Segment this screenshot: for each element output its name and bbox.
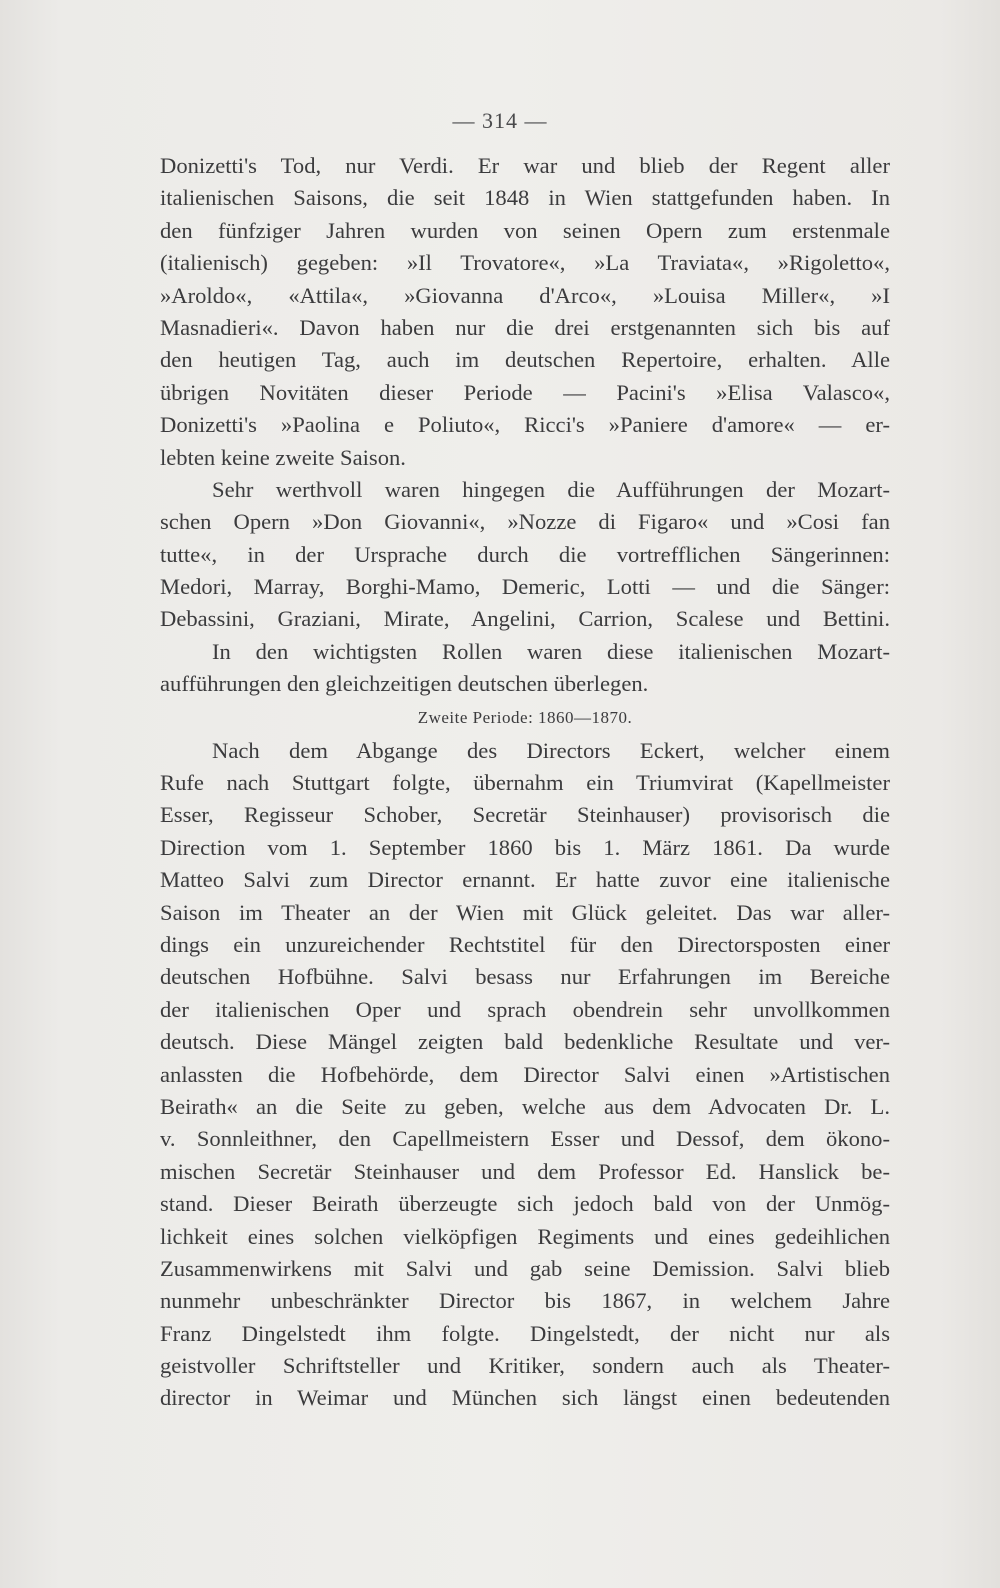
text-line: italienischen Saisons, die seit 1848 in Wien stattgefunden haben. In <box>160 185 890 211</box>
text-line: stand. Dieser Beirath überzeugte sich jedoch bald von der Unmög- <box>160 1191 890 1217</box>
text-line: aufführungen den gleichzeitigen deutschen überlegen. <box>160 671 649 697</box>
text-line: lebten keine zweite Saison. <box>160 444 406 470</box>
text-line: geistvoller Schriftsteller und Kritiker, sondern auch als Theater- <box>160 1353 890 1379</box>
text-line: Zusammenwirkens mit Salvi und gab seine Demission. Salvi blieb <box>160 1255 890 1281</box>
text-line: Debassini, Graziani, Mirate, Angelini, Carrion, Scalese und Bettini. <box>160 606 890 632</box>
text-line: Matteo Salvi zum Director ernannt. Er hatte zuvor eine italienische <box>160 867 890 893</box>
text-line: mischen Secretär Steinhauser und dem Professor Ed. Hanslick be- <box>160 1158 890 1184</box>
paragraph-start-line: Sehr werthvoll waren hingegen die Aufführungen der Mozart- <box>212 476 890 502</box>
body-text <box>160 150 890 1415</box>
text-line: director in Weimar und München sich längst einen bedeutenden <box>160 1385 890 1411</box>
text-line: deutsch. Diese Mängel zeigten bald bedenkliche Resultate und ver- <box>160 1029 890 1055</box>
text-line: übrigen Novitäten dieser Periode — Pacini's »Elisa Valasco«, <box>160 379 890 405</box>
text-line: nunmehr unbeschränkter Director bis 1867, in welchem Jahre <box>160 1288 890 1314</box>
text-line: Direction vom 1. September 1860 bis 1. März 1861. Da wurde <box>160 834 890 860</box>
text-line: den heutigen Tag, auch im deutschen Repertoire, erhalten. Alle <box>160 347 890 373</box>
text-line: schen Opern »Don Giovanni«, »Nozze di Figaro« und »Cosi fan <box>160 509 890 535</box>
text-line: Esser, Regisseur Schober, Secretär Steinhauser) provisorisch die <box>160 802 890 828</box>
text-line: In den wichtigsten Rollen waren diese italienischen Mozart- <box>212 638 890 664</box>
text-line: Saison im Theater an der Wien mit Glück geleitet. Das war aller- <box>160 899 890 925</box>
text-line: Donizetti's Tod, nur Verdi. Er war und blieb der Regent aller <box>160 153 890 178</box>
text-line: tutte«, in der Ursprache durch die vortrefflichen Sängerinnen: <box>160 541 890 567</box>
text-line: den fünfziger Jahren wurden von seinen Opern zum erstenmale <box>160 217 890 243</box>
page-number: — 314 — <box>452 108 548 133</box>
text-line: Beirath« an die Seite zu geben, welche aus dem Advocaten Dr. L. <box>160 1093 890 1119</box>
text-line: Medori, Marray, Borghi-Mamo, Demeric, Lotti — und die Sänger: <box>160 574 890 600</box>
section-heading: Zweite Periode: 1860—1870. <box>417 707 633 727</box>
text-line: der italienischen Oper und sprach obendrein sehr unvollkommen <box>160 996 890 1022</box>
text-line: Masnadieri«. Davon haben nur die drei erstgenannten sich bis auf <box>160 314 890 340</box>
text-line: lichkeit eines solchen vielköpfigen Regiments und eines gedeihlichen <box>160 1223 890 1249</box>
text-line: Donizetti's »Paolina e Poliuto«, Ricci's »Paniere d'amore« — er- <box>160 412 890 438</box>
text-line: deutschen Hofbühne. Salvi besass nur Erfahrungen im Bereiche <box>160 964 890 990</box>
paragraph-start-line: Nach dem Abgange des Directors Eckert, welcher einem <box>212 737 890 763</box>
text-line: v. Sonnleithner, den Capellmeistern Esser und Dessof, dem ökono- <box>160 1126 890 1152</box>
text-line: anlassten die Hofbehörde, dem Director Salvi einen »Artistischen <box>160 1061 890 1087</box>
text-line: dings ein unzureichender Rechtstitel für den Directorsposten einer <box>160 931 890 957</box>
text-line: Rufe nach Stuttgart folgte, übernahm ein Triumvirat (Kapellmeister <box>160 770 890 796</box>
text-line: »Aroldo«, «Attila«, »Giovanna d'Arco«, »Louisa Miller«, »I <box>160 282 890 308</box>
text-line: (italienisch) gegeben: »Il Trovatore«, »La Traviata«, »Rigoletto«, <box>160 250 890 276</box>
text-line: Franz Dingelstedt ihm folgte. Dingelstedt, der nicht nur als <box>160 1320 890 1346</box>
